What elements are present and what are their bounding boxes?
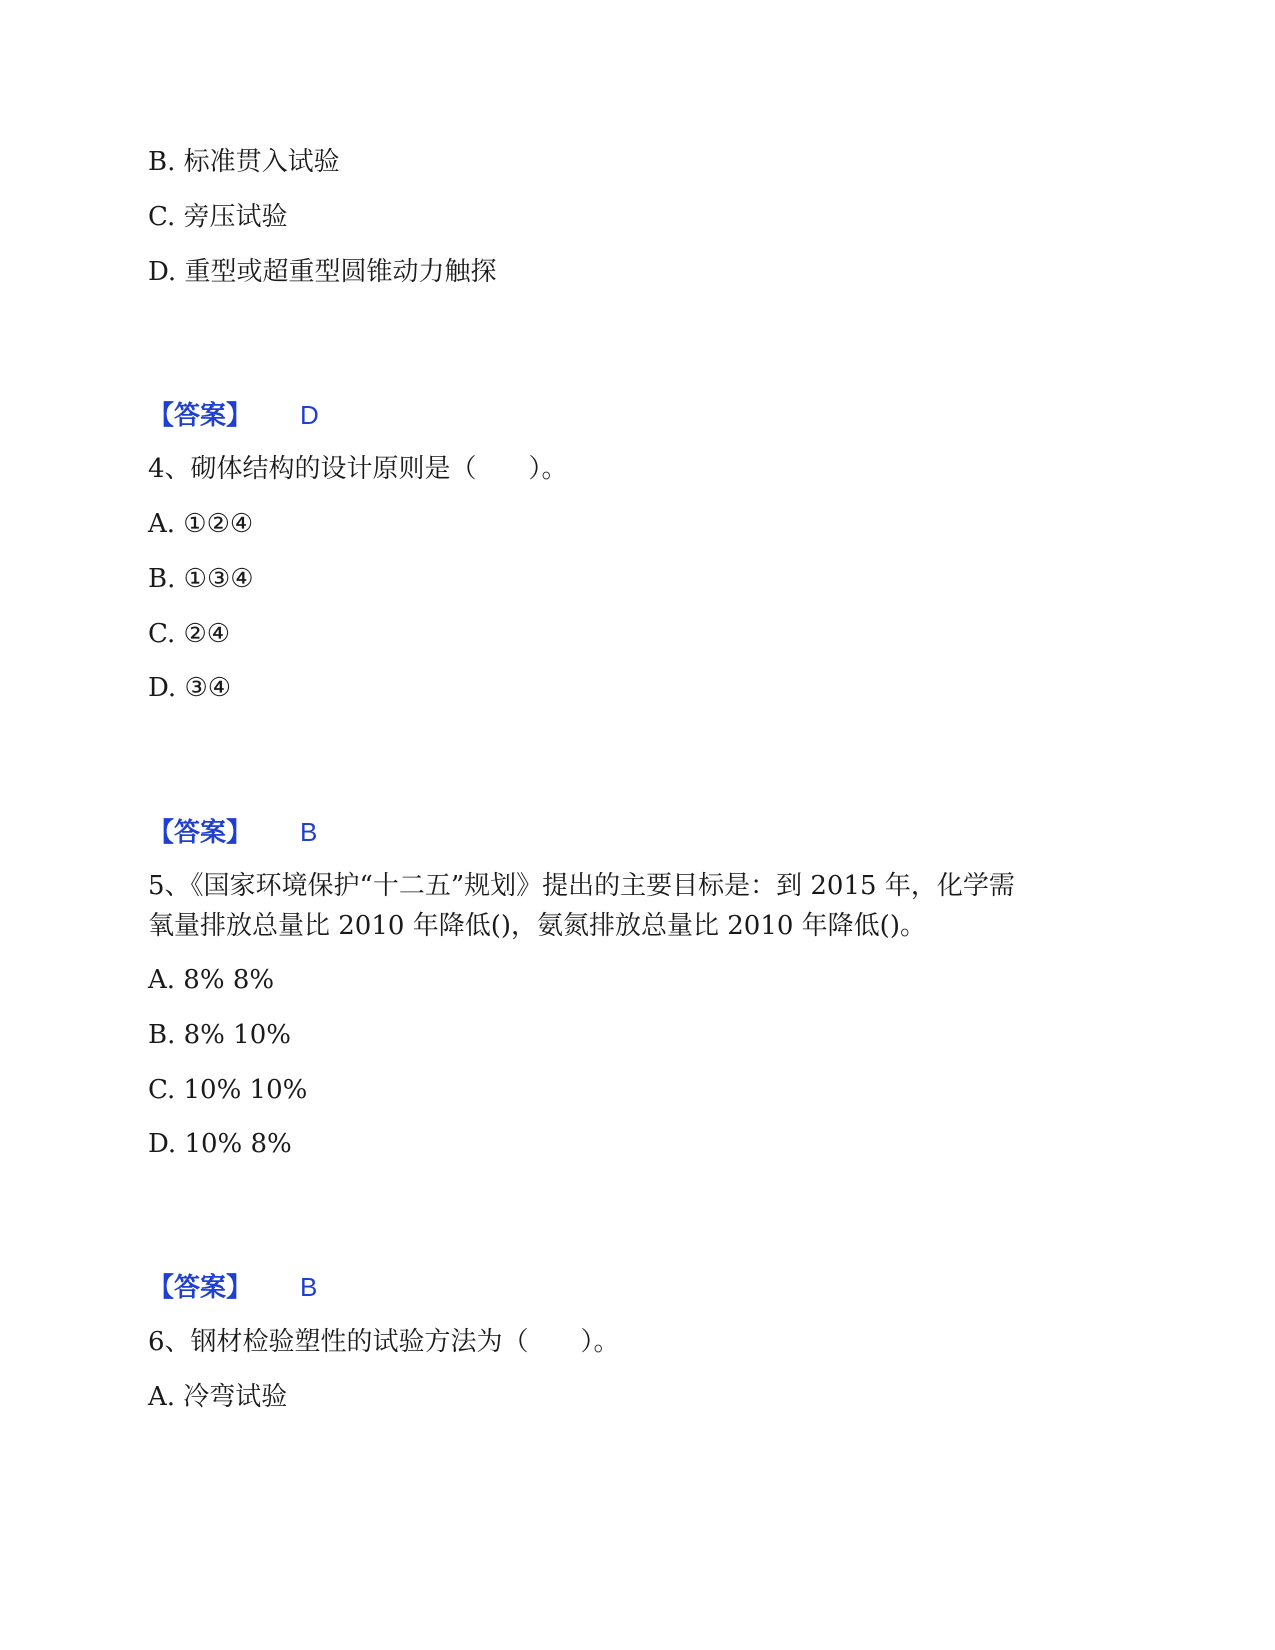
q5-stem <box>148 866 1128 946</box>
q4-stem: 4、砌体结构的设计原则是（ ）。 <box>148 454 568 484</box>
q5-answer <box>148 1270 317 1305</box>
q4-answer <box>148 815 317 850</box>
q6-stem: 6、钢材检验塑性的试验方法为（ ）。 <box>148 1327 620 1357</box>
answer-label: 【答案】 <box>148 1273 253 1303</box>
answer-value: B <box>300 817 318 847</box>
q4-option-b: B. ①③④ <box>148 564 254 594</box>
q4-option-a: A. ①②④ <box>148 509 254 539</box>
q5-option-a: A. 8% 8% <box>148 965 275 995</box>
q4-option-d: D. ③④ <box>148 673 232 703</box>
q3-option-c: C. 旁压试验 <box>148 202 288 232</box>
q5-stem-line1: 5、《国家环境保护“十二五”规划》提出的主要目标是：到 2015 年，化学需 <box>148 871 1015 901</box>
answer-value: B <box>300 1272 318 1302</box>
q5-option-d: D. 10% 8% <box>148 1129 292 1159</box>
q5-stem-line2: 氧量排放总量比 2010 年降低()，氨氮排放总量比 2010 年降低()。 <box>148 911 926 941</box>
answer-value: D <box>300 400 319 430</box>
q5-option-b: B. 8% 10% <box>148 1020 291 1050</box>
q4-option-c: C. ②④ <box>148 619 231 649</box>
q6-option-a: A. 冷弯试验 <box>148 1382 288 1412</box>
q3-option-d: D. 重型或超重型圆锥动力触探 <box>148 257 497 287</box>
q3-option-b: B. 标准贯入试验 <box>148 147 340 177</box>
answer-label: 【答案】 <box>148 401 253 431</box>
q5-option-c: C. 10% 10% <box>148 1075 308 1105</box>
q3-answer <box>148 398 319 433</box>
answer-label: 【答案】 <box>148 818 253 848</box>
